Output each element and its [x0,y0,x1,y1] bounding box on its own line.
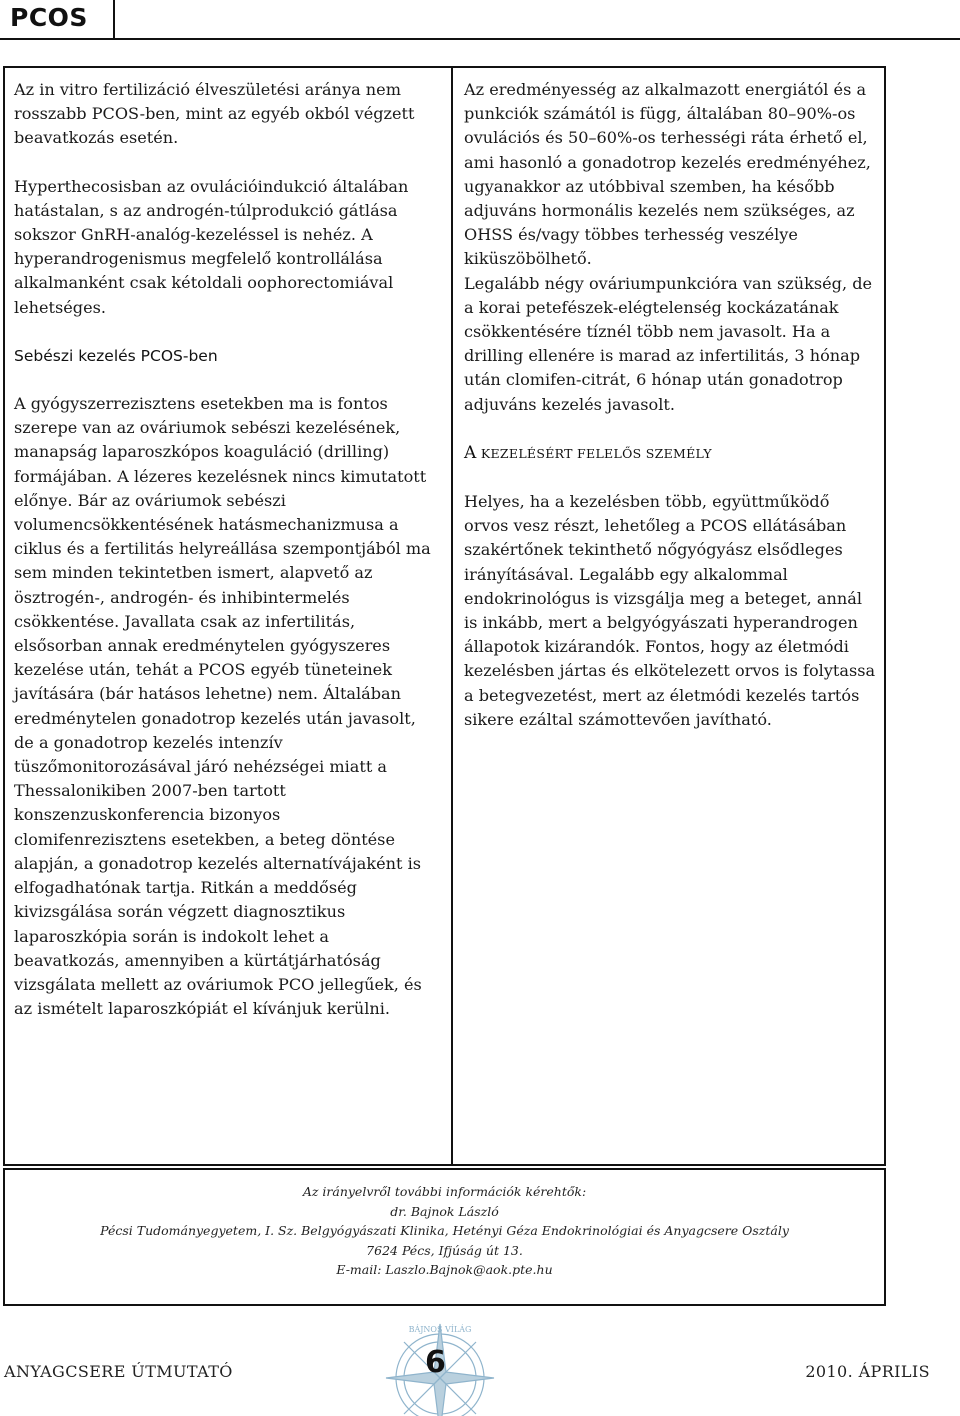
main-content-box [3,66,886,1166]
footer-date: 2010. ÁPRILIS [805,1362,930,1381]
heading-initial: A [464,442,477,463]
contact-address: 7624 Pécs, Ifjúság út 13. [366,1242,523,1258]
section-heading-surgery: Sebészi kezelés PCOS-ben [14,346,218,365]
left-paragraph-1: Az in vitro fertilizáció élveszületési aránya nem rosszabb PCOS-ben, mint az egyéb okból végzett beavatkozás esetén. [14,80,415,148]
page-number: 6 [425,1345,446,1380]
right-paragraph-3: Helyes, ha a kezelésben több, együttműködő orvos vesz részt, lehetőleg a PCOS ellátásában szakértőnek tekinthető nőgyógyász elsődleges irányításával. Legalább egy alkalommal endokrinológus is vizsgálja meg a beteget, annál is inkább, mert a belgyógyászati hyperandrogen állapotok kizárandók. Fontos, hogy az életmódi kezelésben jártas és elkötelezett orvos is folytassa a betegvezetést, mert az életmódi kezelés tartós sikere ezáltal számottevően javítható. [464,492,876,729]
page-header [0,0,960,58]
contact-email: E-mail: Laszlo.Bajnok@aok.pte.hu [336,1262,553,1277]
contact-name: dr. Bajnok László [390,1203,499,1219]
contact-info-box [3,1168,886,1306]
contact-institution: Pécsi Tudományegyetem, I. Sz. Belgyógyászati Klinika, Hetényi Géza Endokrinológiai és Anyagcsere Osztály [100,1223,789,1238]
left-paragraph-3: A gyógyszerrezisztens esetekben ma is fontos szerepe van az ováriumok sebészi kezelésének, manapság laparoszkópos koaguláció (drilling) formájában. A lézeres kezelésnek nincs kimutatott előnye. Bár az ováriumok sebészi volumencsökkentésének hatásmechanizmusa a ciklus és a fertilitás helyreállása szempontjából ma sem minden tekintetben ismert, alapvető az ösztrogén-, androgén- és inhibintermelés csökkentése. Javallata csak az infertilitás, elsősorban annak eredménytelen gyógyszeres kezelése után, tehát a PCOS egyéb tüneteinek javítására (bár hatásos lehetne) nem. Általában eredménytelen gonadotrop kezelés után javasolt, de a gonadotrop kezelés intenzív tüszőmonitorozásával járó nehézségei miatt a Thessalonikiben 2007-ben tartott konszenzuskonferencia bizonyos clomifenrezisztens esetekben, a beteg döntése alapján, a gonadotrop kezelés alternatívájaként is elfogadhatónak tartja. Ritkán a meddőség kivizsgálása során végzett diagnosztikus laparoszkópia során is indokolt lehet a beavatkozás, amennyiben a kürtátjárhatóság vizsgálata mellett az ováriumok PCO jellegűek, és az ismételt laparoszkópiát el kívánjuk kerülni. [14,394,431,1019]
left-column [14,78,434,1021]
page-title: PCOS [10,3,88,32]
logo-text: BÁJNOS VÍLÁG [408,1325,472,1334]
heading-rest: KEZELÉSÉRT FELELŐS SZEMÉLY [476,445,712,461]
right-column [464,78,876,732]
right-paragraph-2: Legalább négy ováriumpunkcióra van szükség, de a korai petefészek-elégtelenség kockázatának csökkentésére tíznél több nem javasolt. Ha a drilling ellenére is marad az infertilitás, 3 hónap után clomifen-citrát, 6 hónap után gonadotrop adjuváns kezelés javasolt. [464,273,873,414]
column-divider [451,68,453,1164]
header-rule [0,38,960,40]
header-title-box [0,0,115,40]
footer-publication: ANYAGCSERE ÚTMUTATÓ [4,1362,233,1381]
contact-intro: Az irányelvről további információk kérehtők: [302,1184,587,1199]
contact-lines [5,1182,884,1280]
section-heading-responsible [464,441,876,466]
left-paragraph-2: Hyperthecosisban az ovulációindukció általában hatástalan, s az androgén-túlprodukció gátlása sokszor GnRH-analóg-kezeléssel is nehéz. A hyperandrogenismus megfelelő kontrollálása alkalmanként csak kétoldali oophorectomiával lehetséges. [14,176,409,317]
right-paragraph-1: Az eredményesség az alkalmazott energiától és a punkciók számától is függ, általában 80–90%-os ovulációs és 50–60%-os terhességi ráta érhető el, ami hasonló a gonadotrop kezelés eredményéhez, ugyanakkor az utóbbival szemben, ha később adjuváns hormonális kezelés nem szükséges, az OHSS és/vagy többes terhesség veszélye kiküszöbölhető. [464,80,871,269]
